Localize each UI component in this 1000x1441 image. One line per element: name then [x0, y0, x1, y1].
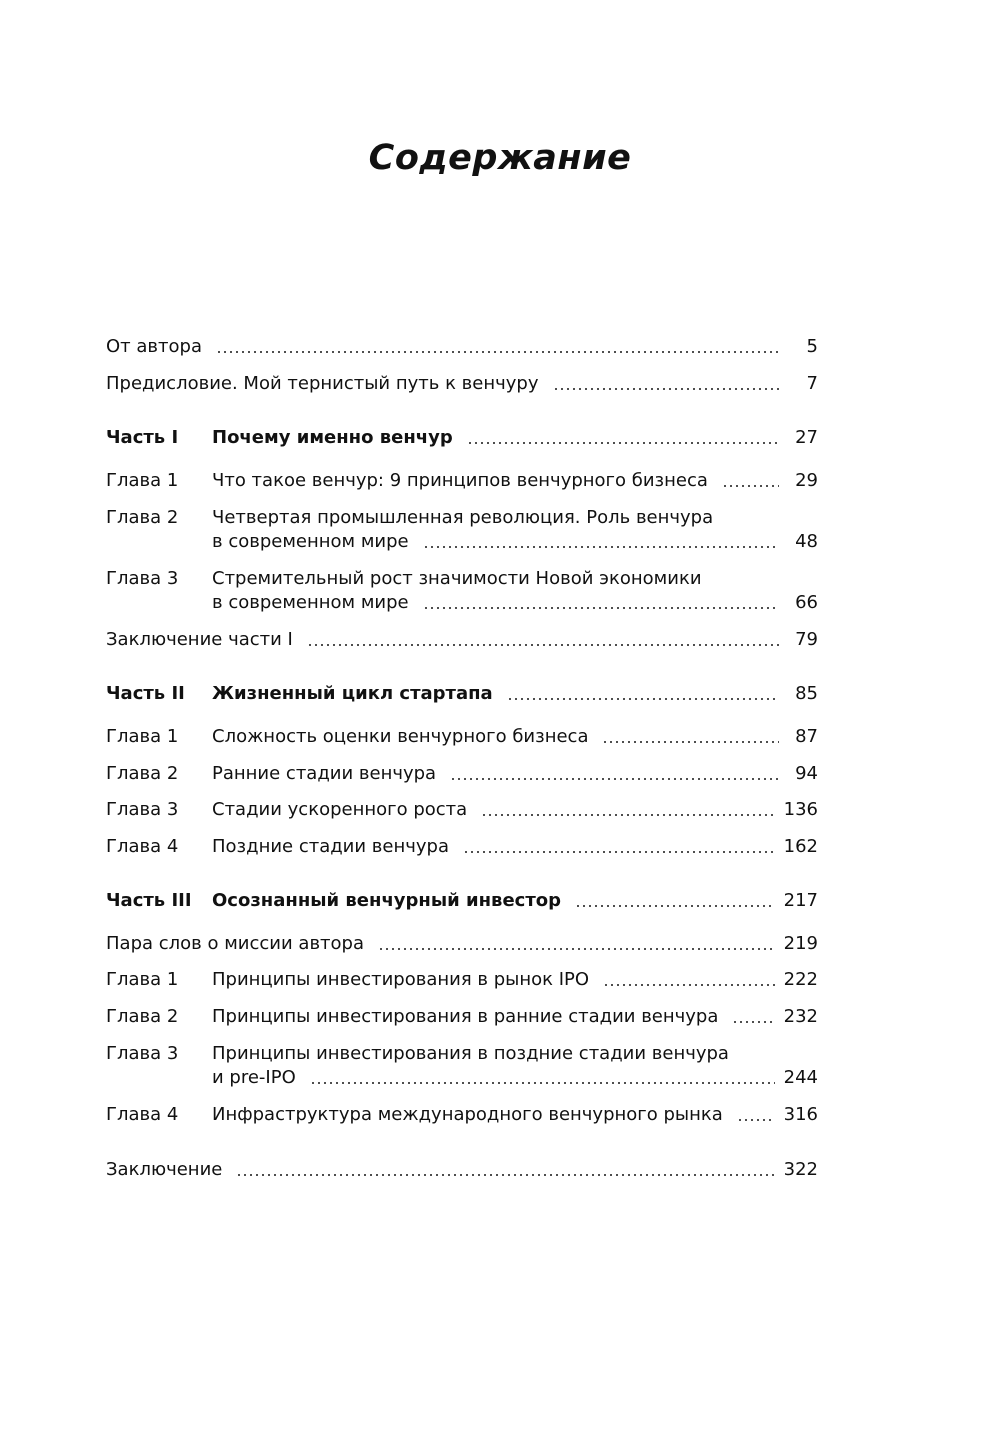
- toc-entry-page: 79: [795, 629, 818, 650]
- toc-entry-title: От автора: [106, 336, 202, 357]
- toc-entry-page: 5: [806, 336, 818, 357]
- toc-entry-label: Глава 3: [106, 568, 179, 589]
- toc-entry-label: Глава 1: [106, 470, 179, 491]
- dot-leader: [481, 814, 774, 816]
- toc-entry-title: Осознанный венчурный инвестор: [212, 890, 562, 911]
- toc-entry-title: Принципы инвестирования в рынок IPO: [212, 969, 590, 990]
- toc-entry-label: Глава 4: [106, 1104, 179, 1125]
- toc-entry-title: Жизненный цикл стартапа: [212, 683, 493, 704]
- dot-leader: [575, 905, 775, 907]
- dot-leader: [378, 948, 775, 950]
- toc-entry-title: Стадии ускоренного роста: [212, 799, 468, 820]
- toc-entry-title: Заключение части I: [106, 629, 293, 650]
- toc-entry-title-line1: Стремительный рост значимости Новой экономики: [212, 568, 702, 589]
- toc-entry-label: Часть II: [106, 683, 185, 704]
- toc-entry-page: 162: [783, 836, 818, 857]
- dot-leader: [507, 698, 779, 700]
- toc-entry-title: Предисловие. Мой тернистый путь к венчуру: [106, 373, 539, 394]
- toc-entry-page: 66: [795, 592, 818, 613]
- toc-entry-title: Что такое венчур: 9 принципов венчурного бизнеса: [212, 470, 708, 491]
- toc-entry-title: Сложность оценки венчурного бизнеса: [212, 726, 589, 747]
- toc-entry-page: 219: [783, 933, 818, 954]
- toc-entry-title: Ранние стадии венчура: [212, 763, 437, 784]
- toc-entry-page: 244: [783, 1067, 818, 1088]
- dot-leader: [737, 1119, 775, 1121]
- dot-leader: [602, 741, 779, 743]
- dot-leader: [236, 1174, 774, 1176]
- toc-entry-page: 232: [783, 1006, 818, 1027]
- dot-leader: [423, 546, 779, 548]
- toc-entry-label: Глава 3: [106, 1043, 179, 1064]
- dot-leader: [722, 485, 779, 487]
- toc-entry-page: 217: [783, 890, 818, 911]
- toc-entry-label: Часть I: [106, 427, 179, 448]
- toc-entry-label: Глава 2: [106, 507, 179, 528]
- dot-leader: [216, 351, 779, 353]
- dot-leader: [603, 984, 775, 986]
- toc-entry-title: Почему именно венчур: [212, 427, 453, 448]
- toc-entry-title: Заключение: [106, 1159, 223, 1180]
- toc-entry-page: 27: [795, 427, 818, 448]
- toc-entry-title: Пара слов о миссии автора: [106, 933, 365, 954]
- dot-leader: [307, 644, 779, 646]
- toc-entry-page: 29: [795, 470, 818, 491]
- toc-entry-page: 316: [783, 1104, 818, 1125]
- toc-entry-label: Глава 4: [106, 836, 179, 857]
- toc-entry-title-line1: Принципы инвестирования в поздние стадии венчура: [212, 1043, 729, 1064]
- toc-entry-title: в современном мире: [212, 592, 409, 613]
- toc-entry-label: Часть III: [106, 890, 192, 911]
- toc-entry-page: 136: [783, 799, 818, 820]
- toc-entry-page: 322: [783, 1159, 818, 1180]
- dot-leader: [553, 388, 780, 390]
- toc-entry-page: 85: [795, 683, 818, 704]
- toc-entry-label: Глава 3: [106, 799, 179, 820]
- dot-leader: [450, 778, 779, 780]
- dot-leader: [732, 1021, 774, 1023]
- toc-entry-title: в современном мире: [212, 531, 409, 552]
- toc-entry-page: 222: [783, 969, 818, 990]
- toc-entry-title-line1: Четвертая промышленная революция. Роль венчура: [212, 507, 714, 528]
- toc-entry-label: Глава 1: [106, 726, 179, 747]
- page-title: Содержание: [368, 138, 632, 178]
- toc-entry-page: 94: [795, 763, 818, 784]
- toc-entry-title: Инфраструктура международного венчурного рынка: [212, 1104, 723, 1125]
- dot-leader: [463, 851, 775, 853]
- dot-leader: [467, 442, 779, 444]
- toc-entry-page: 87: [795, 726, 818, 747]
- toc-entry-label: Глава 2: [106, 763, 179, 784]
- toc-entry-page: 48: [795, 531, 818, 552]
- toc-entry-title: Принципы инвестирования в ранние стадии венчура: [212, 1006, 719, 1027]
- dot-leader: [423, 607, 779, 609]
- toc-entry-label: Глава 2: [106, 1006, 179, 1027]
- toc-entry-title: Поздние стадии венчура: [212, 836, 449, 857]
- toc-entry-label: Глава 1: [106, 969, 179, 990]
- dot-leader: [310, 1082, 775, 1084]
- toc-entry-page: 7: [806, 373, 818, 394]
- toc-entry-title: и pre-IPO: [212, 1067, 296, 1088]
